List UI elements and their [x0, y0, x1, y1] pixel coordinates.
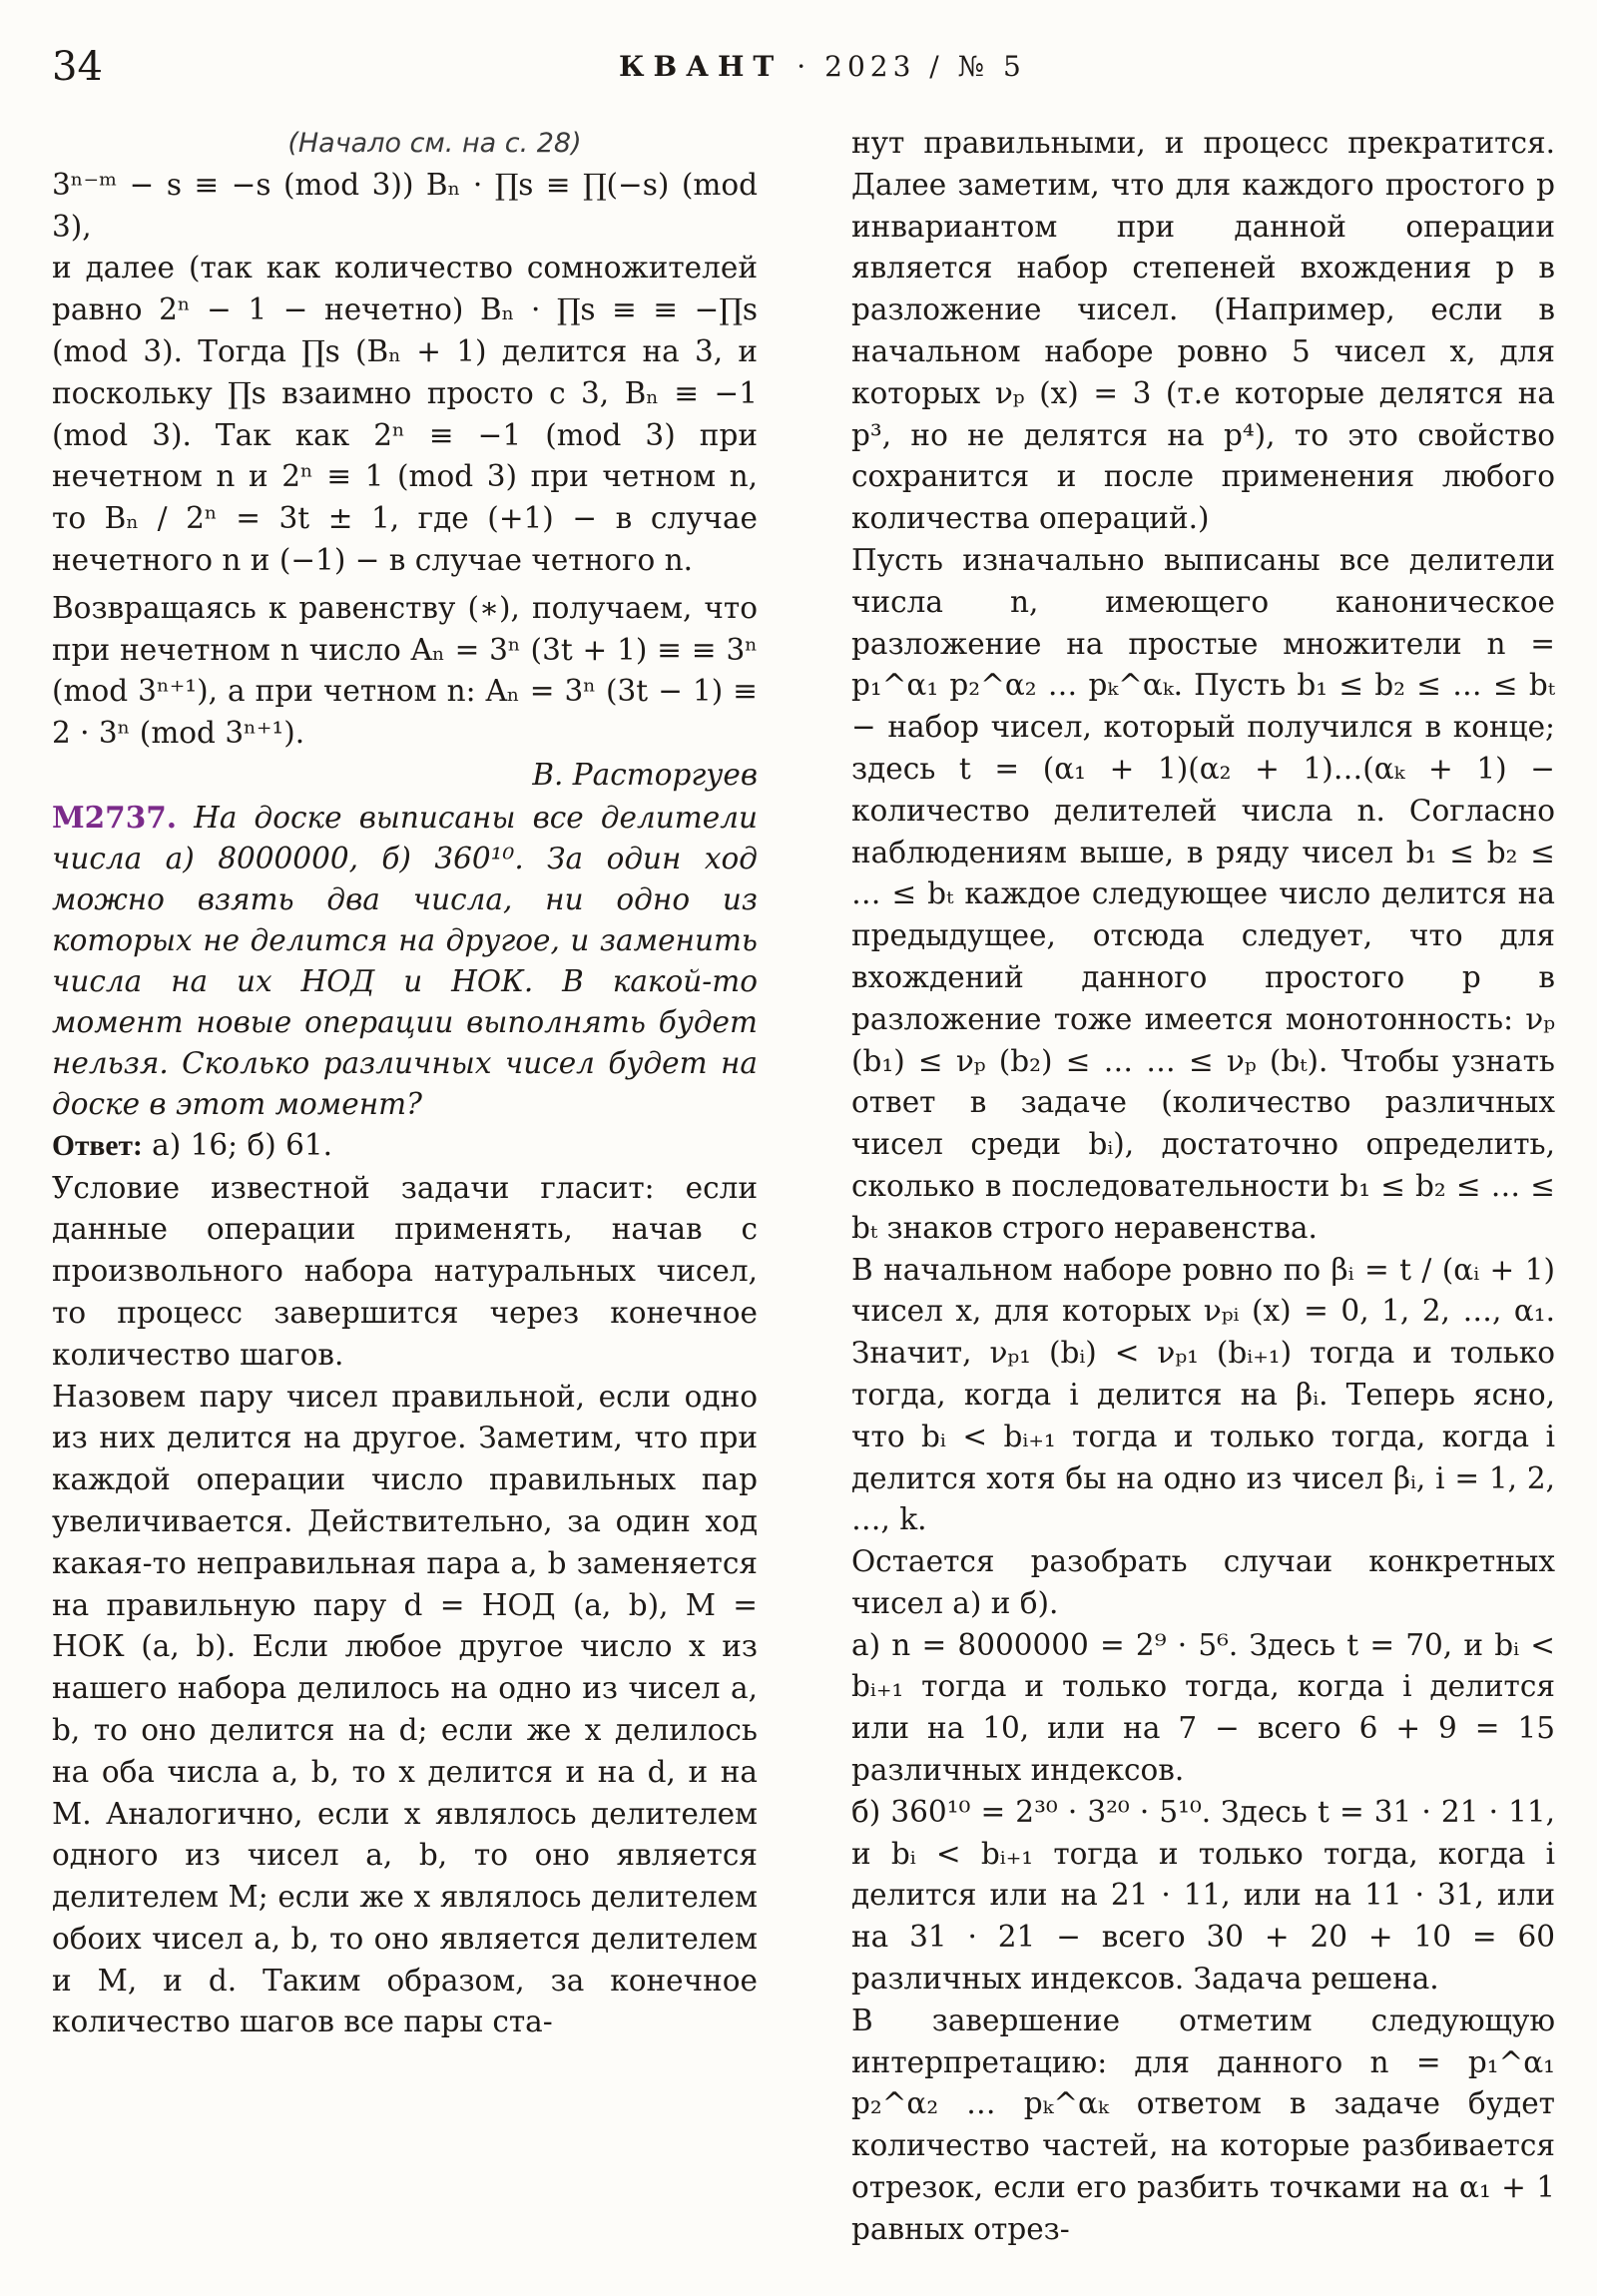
continuation-note: (Начало см. на с. 28) — [287, 128, 582, 159]
solution-paragraph-5: нут правильными, и процесс прекратится. Далее заметим, что для каждого простого p инвариантом при данной операции является набор степеней вхождения p в разложение чисел. (Например, если в начальном наборе ровно 5 чисел x, для которых νₚ (x) = 3 (т.е которые делятся на p³, но не делятся на p⁴), то это свойство сохранится и после применения любого количества операций.) — [851, 126, 1555, 536]
author-signature: В. Расторгуев — [532, 757, 758, 792]
right-column — [851, 123, 1555, 2251]
problem-statement — [52, 797, 758, 1125]
formula-line: 3ⁿ⁻ᵐ − s ≡ −s (mod 3)) Bₙ · ∏s ≡ ∏(−s) (mod 3), — [52, 167, 758, 244]
answer-label: Ответ: — [52, 1129, 143, 1162]
solution-paragraph-4: Назовем пару чисел правильной, если одно из них делится на другое. Заметим, что при каждой операции число правильных пар увеличивается. Действительно, за один ход какая-то неправильная пара a, b заменяется на правильную пару d = НОД (a, b), M = НОК (a, b). Если любое другое число x из нашего набора делилось на одно из чисел a, b, то оно делится на d; если же x делилось на оба числа a, b, то x делится и на d, и на M. Аналогично, если x являлось делителем одного из чисел a, b, то оно является делителем M; если же x являлось делителем обоих чисел a, b, то оно является делителем и M, и d. Таким образом, за конечное количество шагов все пары ста- — [52, 1379, 758, 2039]
closing-paragraph: В завершение отметим следующую интерпретацию: для данного n = p₁^α₁ p₂^α₂ … pₖ^αₖ ответом в задаче будет количество частей, на которые разбивается отрезок, если его разбить точками на α₁ + 1 равных отрез- — [851, 2003, 1555, 2246]
case-a-paragraph: а) n = 8000000 = 2⁹ · 5⁶. Здесь t = 70, и bᵢ < bᵢ₊₁ тогда и только тогда, когда i делится или на 10, или на 7 − всего 6 + 9 = 15 различных индексов. — [851, 1627, 1555, 1788]
running-header — [619, 50, 1026, 83]
problem-text: На доске выписаны все делители числа а) 8000000, б) 360¹⁰. За один ход можно взять два числа, ни одно из которых не делится на другое, и заменить числа на их НОД и НОК. В какой-то момент новые операции выполнять будет нельзя. Сколько различных чисел будет на доске в этот момент? — [52, 800, 758, 1121]
issue-number: 2023 / № 5 — [824, 50, 1026, 83]
solution-paragraph-6: Пусть изначально выписаны все делители числа n, имеющего каноническое разложение на простые множители n = p₁^α₁ p₂^α₂ … pₖ^αₖ. Пусть b₁ ≤ b₂ ≤ … ≤ bₜ − набор чисел, который получился в конце; здесь t = (α₁ + 1)(α₂ + 1)…(αₖ + 1) − количество делителей числа n. Согласно наблюдениям выше, в ряду чисел b₁ ≤ b₂ ≤ … ≤ bₜ каждое следующее число делится на предыдущее, отсюда следует, что для вхождений данного простого p в разложение тоже имеется монотонность: νₚ (b₁) ≤ νₚ (b₂) ≤ … … ≤ νₚ (bₜ). Чтобы узнать ответ в задаче (количество различных чисел среди bᵢ), достаточно определить, сколько в последовательности b₁ ≤ b₂ ≤ … ≤ bₜ знаков строго неравенства. — [851, 542, 1555, 1245]
solution-paragraph-8: Остается разобрать случаи конкретных чисел а) и б). — [851, 1544, 1555, 1620]
solution-paragraph-7: В начальном наборе ровно по βᵢ = t / (αᵢ + 1) чисел x, для которых νₚᵢ (x) = 0, 1, 2, …, α₁. Значит, νₚ₁ (bᵢ) < νₚ₁ (bᵢ₊₁) тогда и только тогда, когда i делится на βᵢ. Теперь ясно, что bᵢ < bᵢ₊₁ тогда и только тогда, когда i делится хотя бы на одно из чисел βᵢ, i = 1, 2, …, k. — [851, 1252, 1555, 1537]
answer-line — [52, 1125, 758, 1168]
magazine-title: КВАНТ — [619, 50, 784, 83]
solution-paragraph-2: Возвращаясь к равенству (∗), получаем, что при нечетном n число Aₙ = 3ⁿ (3t + 1) ≡ ≡ 3ⁿ (mod 3ⁿ⁺¹), а при четном n: Aₙ = 3ⁿ (3t − 1) ≡ 2 · 3ⁿ (mod 3ⁿ⁺¹). — [52, 590, 758, 751]
solution-paragraph-3: Условие известной задачи гласит: если данные операции применять, начав с произвольного набора натуральных чисел, то процесс завершится через конечное количество шагов. — [52, 1170, 758, 1372]
solution-paragraph-1: и далее (так как количество сомножителей равно 2ⁿ − 1 − нечетно) Bₙ · ∏s ≡ ≡ −∏s (mod 3). Тогда ∏s (Bₙ + 1) делится на 3, и поскольку ∏s взаимно просто с 3, Bₙ ≡ −1 (mod 3). Так как 2ⁿ ≡ −1 (mod 3) при нечетном n и 2ⁿ ≡ 1 (mod 3) при четном n, то Bₙ / 2ⁿ = 3t ± 1, где (+1) − в случае нечетного n и (−1) − в случае четного n. — [52, 251, 758, 577]
case-b-paragraph: б) 360¹⁰ = 2³⁰ · 3²⁰ · 5¹⁰. Здесь t = 31 · 21 · 11, и bᵢ < bᵢ₊₁ тогда и только тогда, когда i делится или на 21 · 11, или на 11 · 31, или на 31 · 21 − всего 30 + 20 + 10 = 60 различных индексов. Задача решена. — [851, 1794, 1555, 1997]
problem-id: М2737. — [52, 799, 178, 835]
left-column — [52, 123, 758, 2043]
answer-text: а) 16; б) 61. — [152, 1127, 333, 1162]
header-separator: · — [797, 50, 811, 83]
page-number: 34 — [52, 44, 103, 90]
